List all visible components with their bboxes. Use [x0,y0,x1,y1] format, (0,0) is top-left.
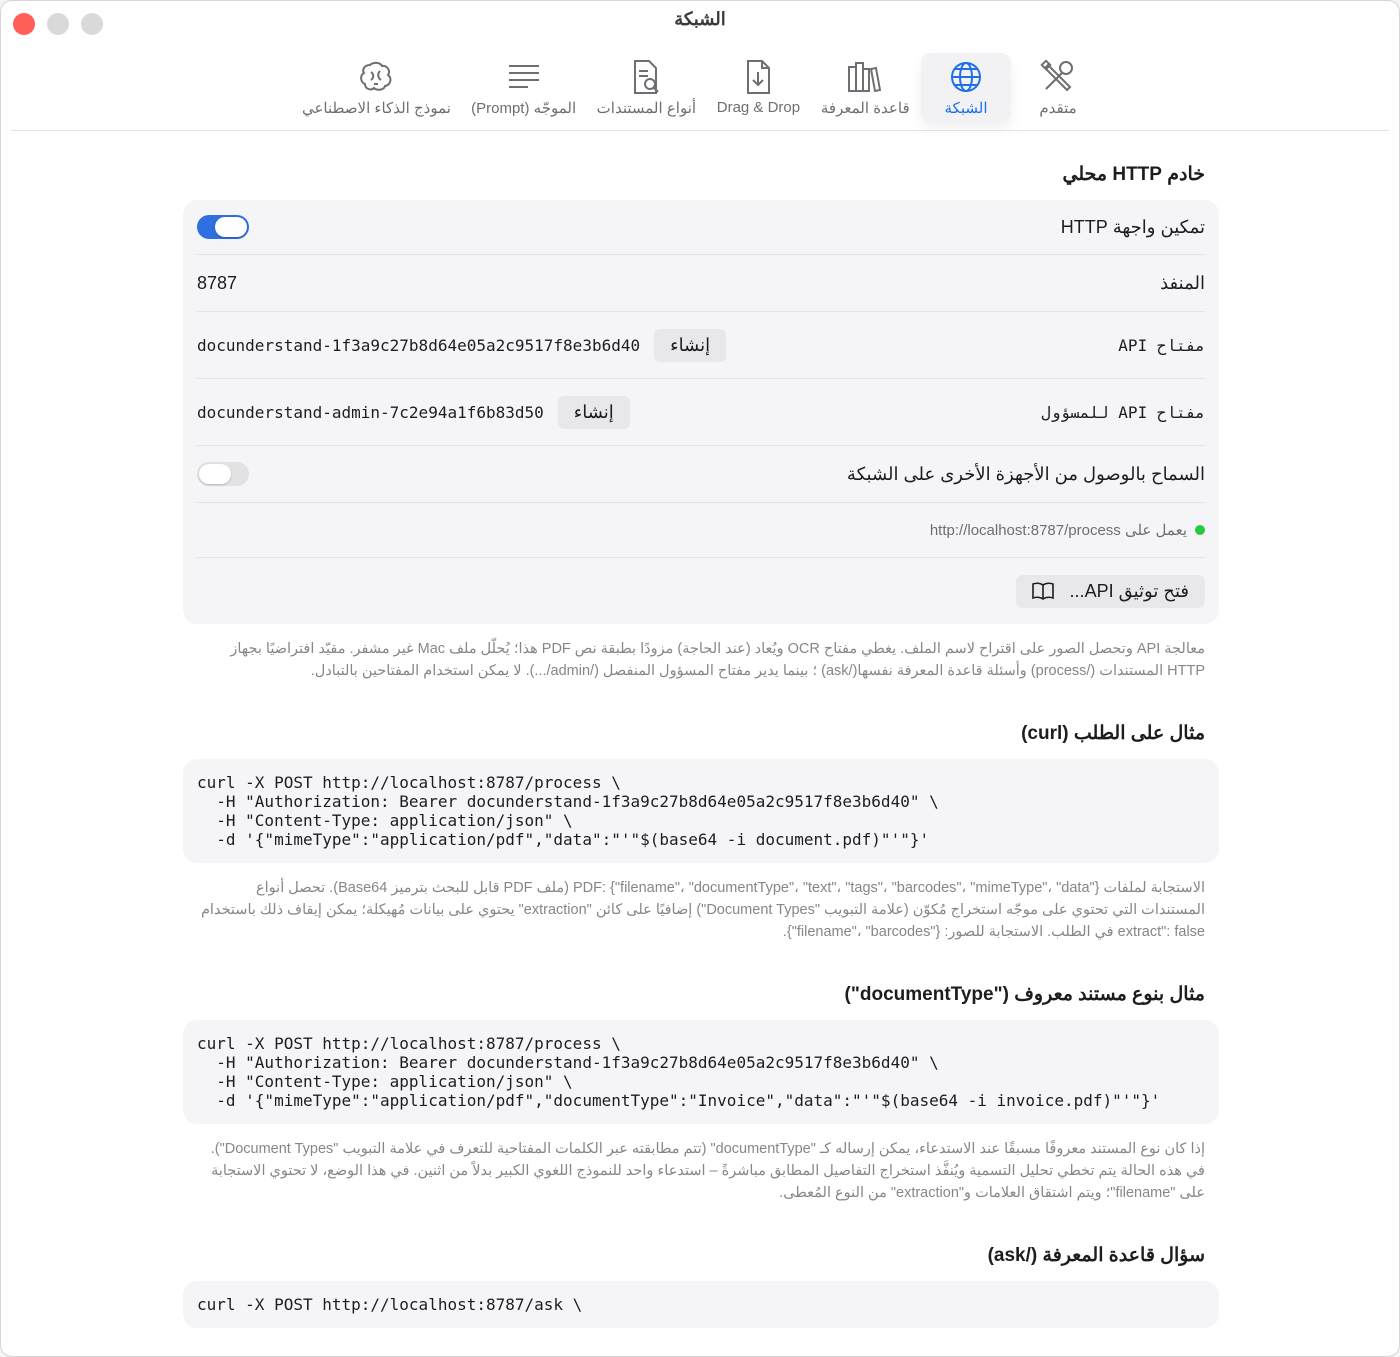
open-api-docs-button[interactable] [1016,575,1205,608]
tab-label: الشبكة [944,100,988,117]
admin-key-value[interactable]: docunderstand-admin-7c2e94a1f6b83d50 [197,402,544,422]
port-field[interactable]: 8787 [197,272,238,293]
curl-example-note: الاستجابة لملفات PDF: {"filename"، "documentType"، "text"، "tags"، "barcodes"، "mimeType"، "data"} (ملف PDF قابل للبحث بترميز Base64). تحصل أنواع المستندات التي تحتوي على موجّه استخراج مُكوّن (علامة التبويب "Document Types") إضافيًا على كائن "extraction" يحتوي على بيانات مُهيكلة؛ يمكن إيقاف ذلك باستخدام extract": false في الطلب. الاستجابة للصور: {"filename"، "barcodes"}. [200,880,1205,940]
tab-drag-drop[interactable] [707,53,809,123]
tab-ai-model[interactable] [293,53,460,123]
tab-label: متقدم [1039,100,1077,117]
http-section-title: خادم HTTP محلي [1062,164,1205,185]
text-lines-icon [504,57,544,97]
tab-label: Drag & Drop [716,99,801,116]
generate-admin-key-button[interactable]: إنشاء [558,396,630,429]
server-status-text: يعمل على http://localhost:8787/process [929,522,1187,539]
window-title: الشبكة [674,9,726,29]
ask-example-code-block [183,1281,1219,1328]
lan-access-label: السماح بالوصول من الأجهزة الأخرى على الشبكة [846,463,1205,484]
preferences-toolbar [293,53,1103,123]
globe-icon [946,57,986,97]
doctype-example-note: إذا كان نوع المستند معروفًا مسبقًا عند الاستدعاء، يمكن إرساله كـ "documentType" (تتم مطابقته عبر الكلمات المفتاحية للتعرف في علامة التبويب "Document Types"). في هذه الحالة يتم تخطي تحليل التسمية ويُنفَّذ استخراج التفاصيل المطابق مباشرةً – استدعاء واحد للنموذج اللغوي الكبير بدلاً من اثنين. في هذا الوضع، لا تحتوي الاستجابة على "filename"؛ ويتم اشتقاق العلامات و"extraction" من النوع المُعطى. [210,1141,1205,1201]
tab-label: الموجّه (Prompt) [471,100,577,117]
tab-document-types[interactable] [587,53,705,123]
doctype-example-code: curl -X POST http://localhost:8787/process \ -H "Authorization: Bearer docunderstand-1f3a9c27b8d64e05a2c9517f8e3b6d40" \ -H "Content-Type: application/json" \ -d '{"mimeType":"application/pdf","documentType":"Invoice","data":"'"$(base64 -i invoice.pdf)"'"}' [197,1034,1161,1110]
document-download-icon [738,57,778,97]
ask-example-title: سؤال قاعدة المعرفة (/ask) [987,1245,1205,1266]
curl-example-title: مثال على الطلب (curl) [1021,723,1205,744]
server-status [930,521,1205,539]
brain-icon [356,57,396,97]
enable-http-row [197,200,1205,255]
enable-http-toggle[interactable] [197,215,249,239]
books-icon [845,57,885,97]
ask-example-code: curl -X POST http://localhost:8787/ask \ [197,1295,583,1314]
admin-key-row [197,379,1205,446]
tab-network[interactable] [921,53,1011,123]
document-search-icon [626,57,666,97]
api-key-row [197,312,1205,379]
admin-key-label: مفتاح API للمسؤول [1041,402,1205,422]
tab-label: نموذج الذكاء الاصطناعي [301,100,451,117]
server-status-row [197,503,1205,558]
open-api-docs-label: فتح توثيق API... [1069,580,1189,601]
generate-api-key-button[interactable]: إنشاء [654,329,726,362]
enable-http-label: تمكين واجهة HTTP [1060,216,1205,237]
tab-advanced[interactable] [1013,53,1103,123]
tab-prompt[interactable] [462,53,586,123]
port-label: المنفذ [1160,272,1205,293]
status-indicator-icon [1195,525,1205,535]
tab-label: قاعدة المعرفة [820,100,910,117]
http-note: معالجة API وتحصل الصور على اقتراح لاسم الملف. يغطي مفتاح OCR ويُعاد (عند الحاجة) مزودًا بطبقة نص PDF هذا؛ يُحلّل ملف Mac غير مشفر. مقيّد افتراضيًا بجهاز HTTP المستندات (/process) وأسئلة قاعدة المعرفة نفسها(/ask) ؛ بينما يدير مفتاح المسؤول المنفصل (/admin/...). لا يمكن استخدام المفتاحين بالتبادل. [230,641,1205,679]
doctype-example-code-block [183,1020,1219,1124]
port-row [197,255,1205,312]
docs-row [197,558,1205,624]
api-key-value[interactable]: docunderstand-1f3a9c27b8d64e05a2c9517f8e3b6d40 [197,335,641,355]
http-settings-card [183,200,1219,624]
doctype-example-title: مثال بنوع مستند معروف ("documentType") [844,984,1205,1005]
curl-example-code: curl -X POST http://localhost:8787/process \ -H "Authorization: Bearer docunderstand-1f3a9c27b8d64e05a2c9517f8e3b6d40" \ -H "Content-Type: application/json" \ -d '{"mimeType":"application/pdf","data":"'"$(base64 -i document.pdf)"'"}' [197,773,939,849]
tools-icon [1038,57,1078,97]
tab-knowledge-base[interactable] [812,53,919,123]
book-icon [1032,582,1054,600]
toolbar-divider [11,130,1389,131]
curl-example-code-block [183,759,1219,863]
lan-access-row [197,446,1205,503]
network-settings-content [183,141,1219,1328]
lan-access-toggle[interactable] [197,462,249,486]
tab-label: أنواع المستندات [596,100,697,117]
api-key-label: مفتاح API [1118,335,1205,355]
